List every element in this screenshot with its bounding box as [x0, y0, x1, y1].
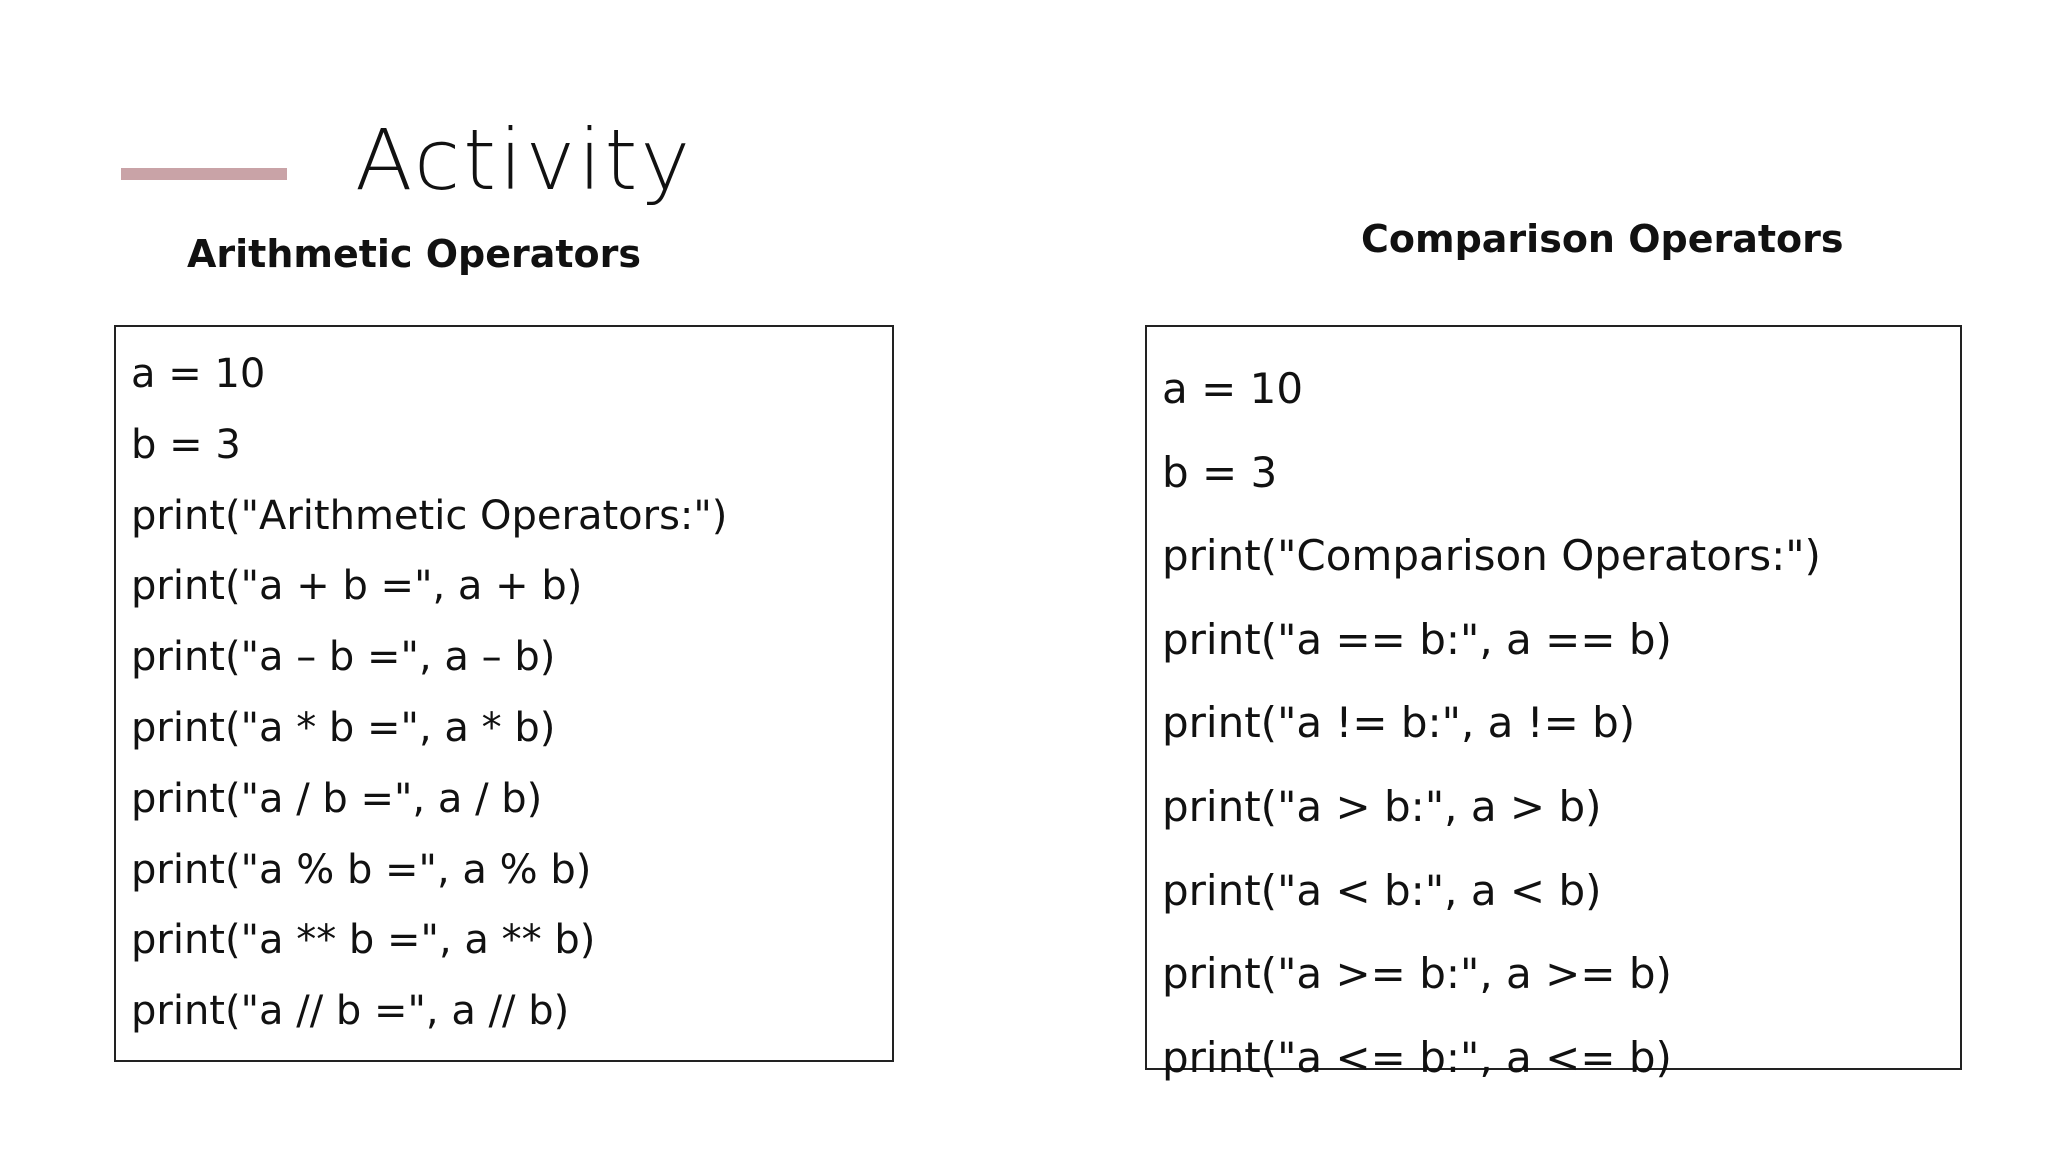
code-line: b = 3 — [1162, 447, 1278, 497]
code-line: print("a <= b:", a <= b) — [1162, 1032, 1672, 1082]
code-line: print("a < b:", a < b) — [1162, 865, 1602, 915]
code-line: print("a / b =", a / b) — [131, 775, 543, 822]
code-line: print("a // b =", a // b) — [131, 988, 570, 1035]
arithmetic-heading: Arithmetic Operators — [187, 232, 641, 276]
code-line: print("Arithmetic Operators:") — [131, 492, 728, 539]
code-line: print("a == b:", a == b) — [1162, 614, 1672, 664]
code-line: print("a – b =", a – b) — [131, 634, 556, 681]
code-line: print("a + b =", a + b) — [131, 563, 583, 610]
arithmetic-code-box — [114, 325, 894, 1062]
code-line: print("a ** b =", a ** b) — [131, 917, 596, 964]
title-accent-bar — [121, 168, 287, 180]
comparison-code-box — [1145, 325, 1962, 1082]
code-line: print("a * b =", a * b) — [131, 704, 556, 751]
code-line: print("Comparison Operators:") — [1162, 531, 1821, 581]
code-line: print("a % b =", a % b) — [131, 846, 592, 893]
code-line: print("a != b:", a != b) — [1162, 698, 1636, 748]
code-line: print("a > b:", a > b) — [1162, 781, 1602, 831]
comparison-heading: Comparison Operators — [1361, 217, 1844, 261]
code-line: a = 10 — [131, 351, 266, 397]
code-line: a = 10 — [1162, 364, 1304, 413]
code-line: b = 3 — [131, 421, 241, 468]
code-line: print("a >= b:", a >= b) — [1162, 949, 1672, 999]
slide-title: Activity — [355, 111, 694, 209]
